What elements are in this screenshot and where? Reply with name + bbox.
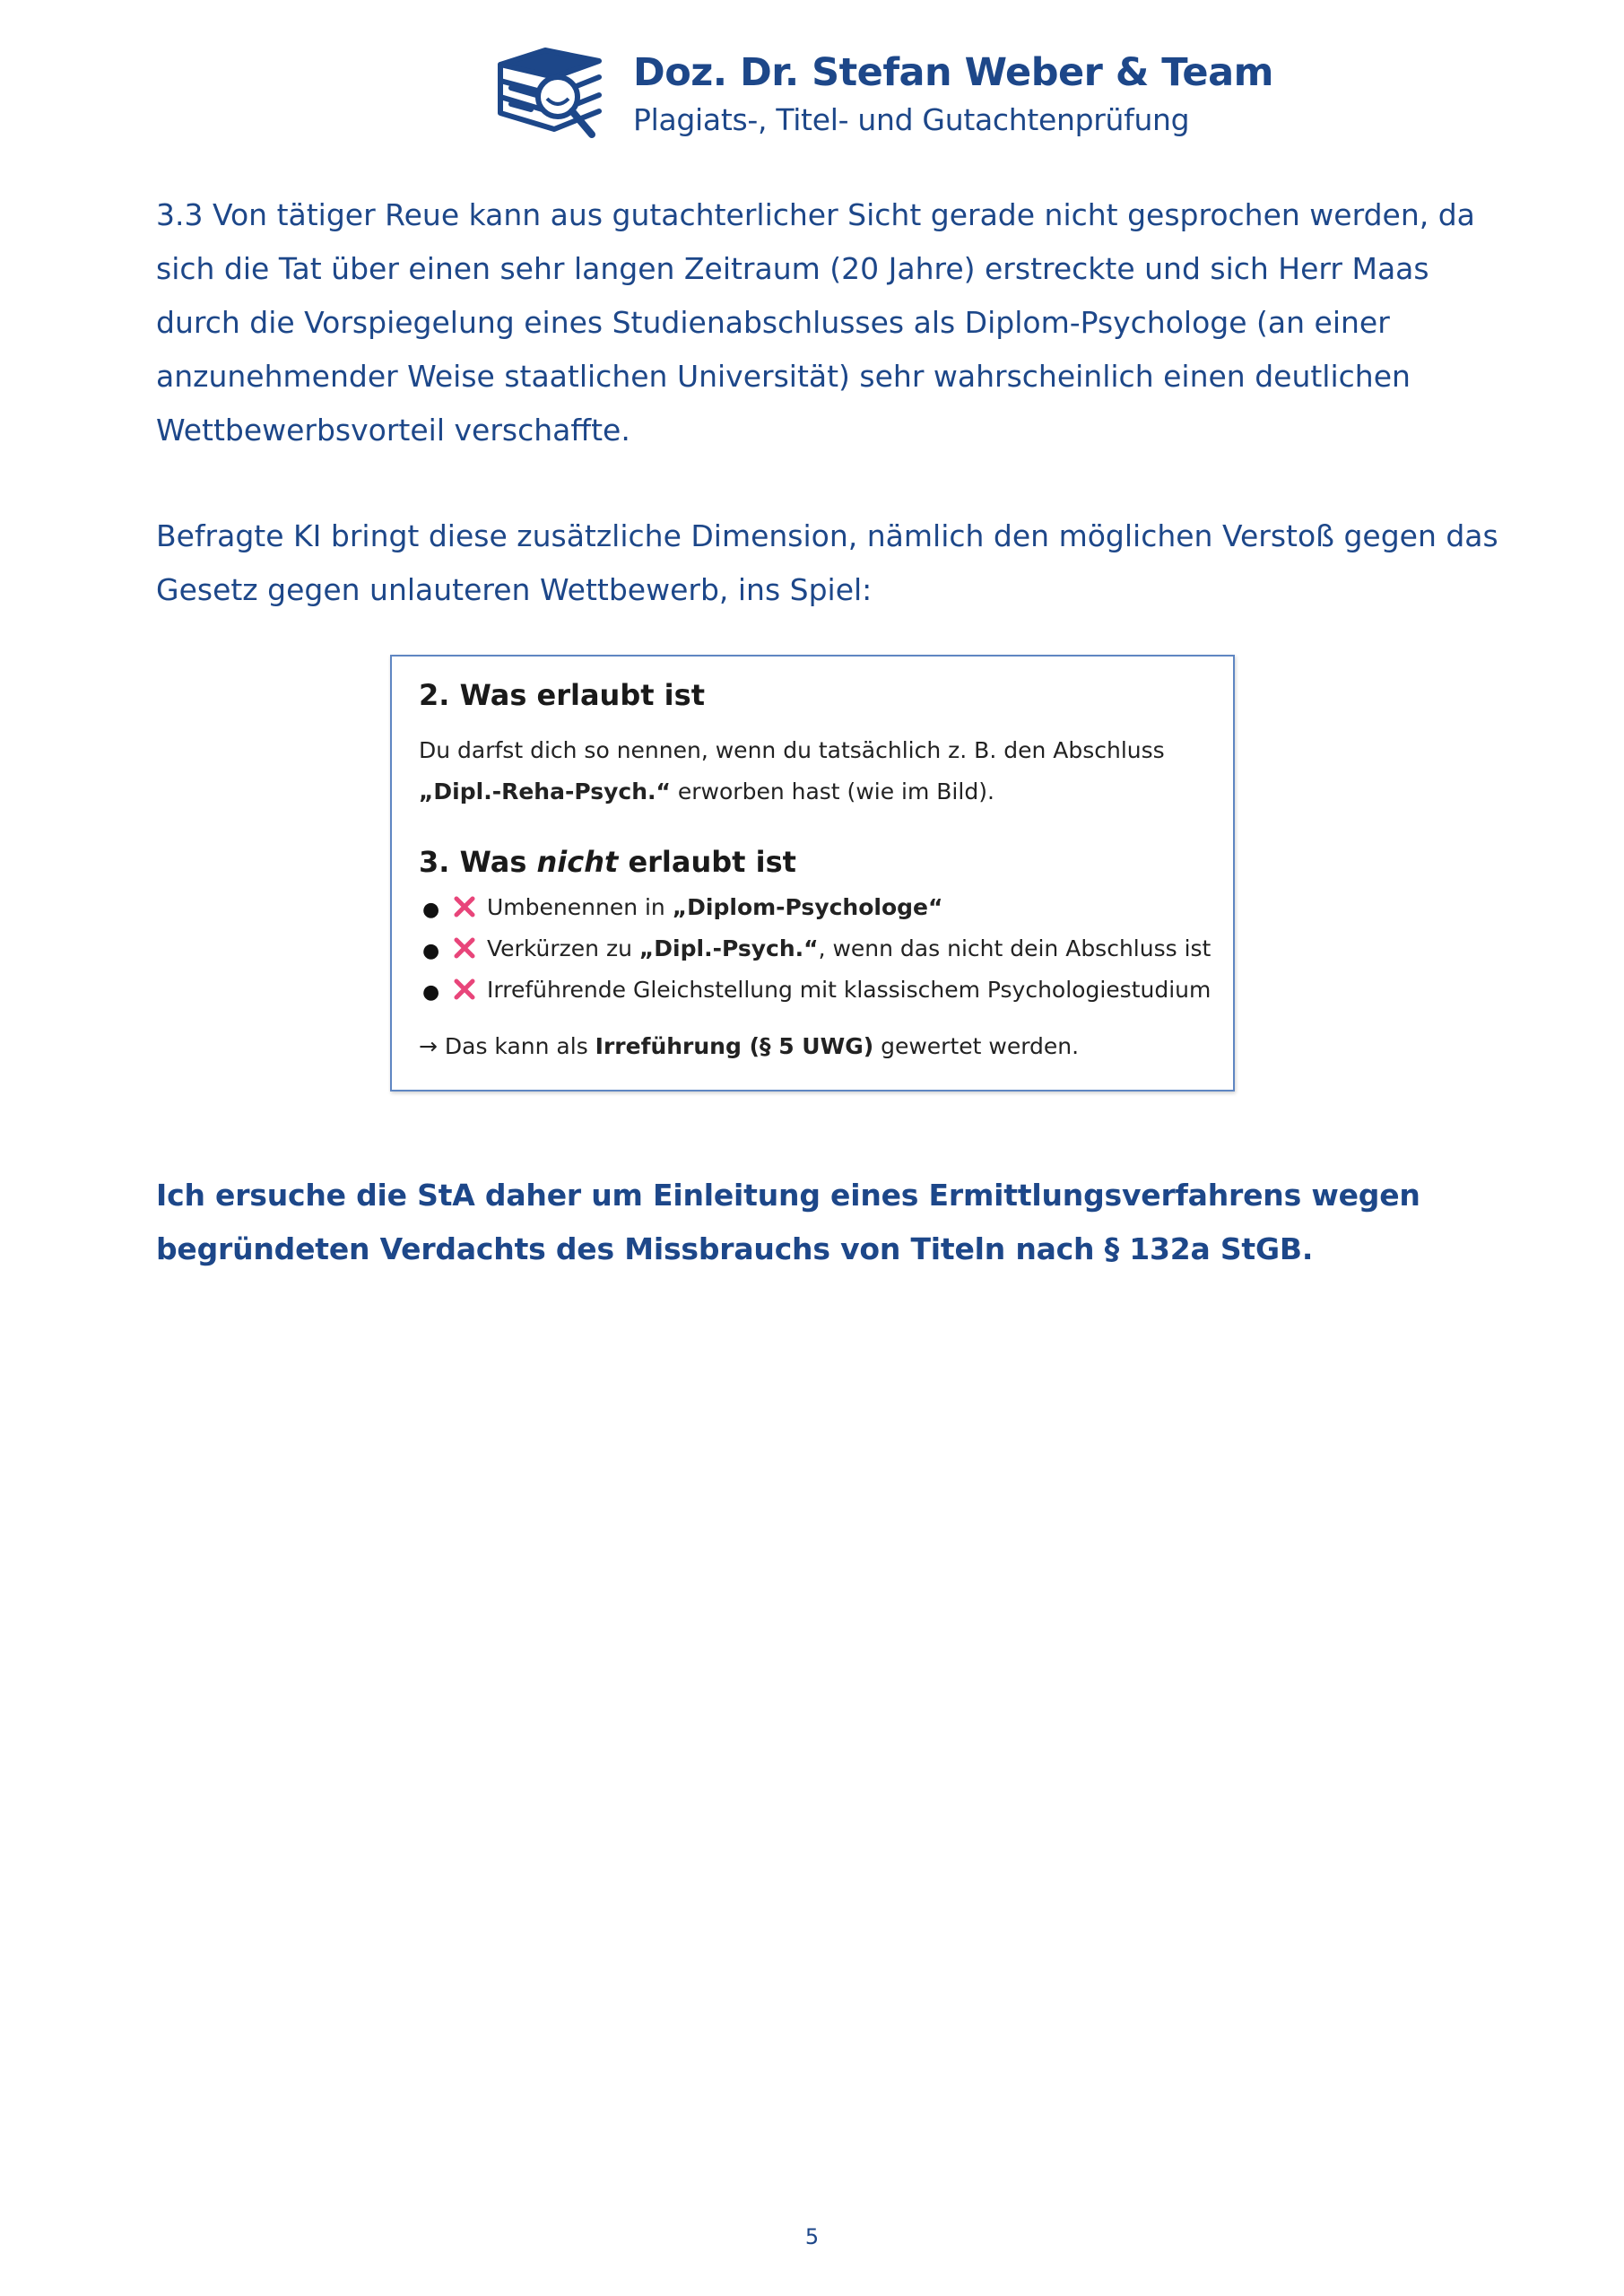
bullet-icon: ● bbox=[422, 940, 440, 962]
list-item bbox=[419, 893, 1211, 935]
list-item bbox=[419, 976, 1211, 1017]
not-allowed-list bbox=[419, 893, 1211, 1017]
item-text: Verkürzen zu bbox=[487, 935, 639, 961]
books-magnifier-icon bbox=[491, 45, 606, 144]
note-suffix: gewertet werden. bbox=[873, 1033, 1080, 1059]
bullet-icon: ● bbox=[422, 981, 440, 1004]
paragraph-ki-dimension: Befragte KI bringt diese zusätzliche Dimension, nämlich den möglichen Verstoß gegen das Gesetz gegen unlauteren Wettbewerb, ins Spiel: bbox=[156, 518, 1498, 607]
allowed-degree-quote: „Dipl.-Reha-Psych.“ bbox=[419, 778, 671, 804]
item-text: Umbenennen in bbox=[487, 894, 673, 920]
cross-mark-icon bbox=[451, 976, 478, 1003]
cross-mark-icon bbox=[451, 893, 478, 920]
bullet-icon: ● bbox=[422, 899, 440, 921]
embedded-ai-screenshot bbox=[390, 655, 1235, 1091]
paragraph-tatige-reue: 3.3 Von tätiger Reue kann aus gutachterlicher Sicht gerade nicht gesprochen werden, da sich die Tat über einen sehr langen Zeitraum (20 Jahre) erstreckte und sich Herr Maas durch die Vorspiegelung eines Studienabschlusses als Diplom-Psychologe (an einer anzunehmender Weise staatlichen Universität) sehr wahrscheinlich einen deutlichen Wettbewerbsvorteil verschaffte. bbox=[156, 197, 1475, 448]
screenshot-uwg-note bbox=[419, 1033, 1079, 1059]
screenshot-allowed-text-line-1: Du darfst dich so nennen, wenn du tatsächlich z. B. den Abschluss bbox=[419, 737, 1165, 763]
list-item bbox=[419, 935, 1211, 976]
cross-mark-icon bbox=[451, 935, 478, 961]
heading-suffix: erlaubt ist bbox=[618, 845, 796, 879]
screenshot-heading-allowed: 2. Was erlaubt ist bbox=[419, 678, 705, 712]
item-bold: „Diplom-Psychologe“ bbox=[672, 894, 943, 920]
note-prefix: → Das kann als bbox=[419, 1033, 595, 1059]
note-bold: Irreführung (§ 5 UWG) bbox=[595, 1033, 874, 1059]
item-suffix: , wenn das nicht dein Abschluss ist bbox=[818, 935, 1211, 961]
screenshot-allowed-text-line-2 bbox=[419, 778, 994, 804]
allowed-text-suffix: erworben hast (wie im Bild). bbox=[670, 778, 994, 804]
heading-prefix: 3. Was bbox=[419, 845, 537, 879]
brand-title: Doz. Dr. Stefan Weber & Team bbox=[633, 50, 1273, 95]
brand-subtitle: Plagiats-, Titel- und Gutachtenprüfung bbox=[633, 102, 1190, 137]
item-bold: „Dipl.-Psych.“ bbox=[638, 935, 819, 961]
item-text: Irreführende Gleichstellung mit klassischem Psychologiestudium bbox=[487, 977, 1211, 1003]
page-header bbox=[491, 45, 1273, 152]
screenshot-heading-not-allowed bbox=[419, 845, 796, 879]
paragraph-request-investigation: Ich ersuche die StA daher um Einleitung eines Ermittlungsverfahrens wegen begründeten Verdachts des Missbrauchs von Titeln nach § 132a StGB. bbox=[156, 1178, 1420, 1266]
page-number: 5 bbox=[804, 2224, 820, 2249]
heading-emphasis: nicht bbox=[536, 845, 619, 879]
